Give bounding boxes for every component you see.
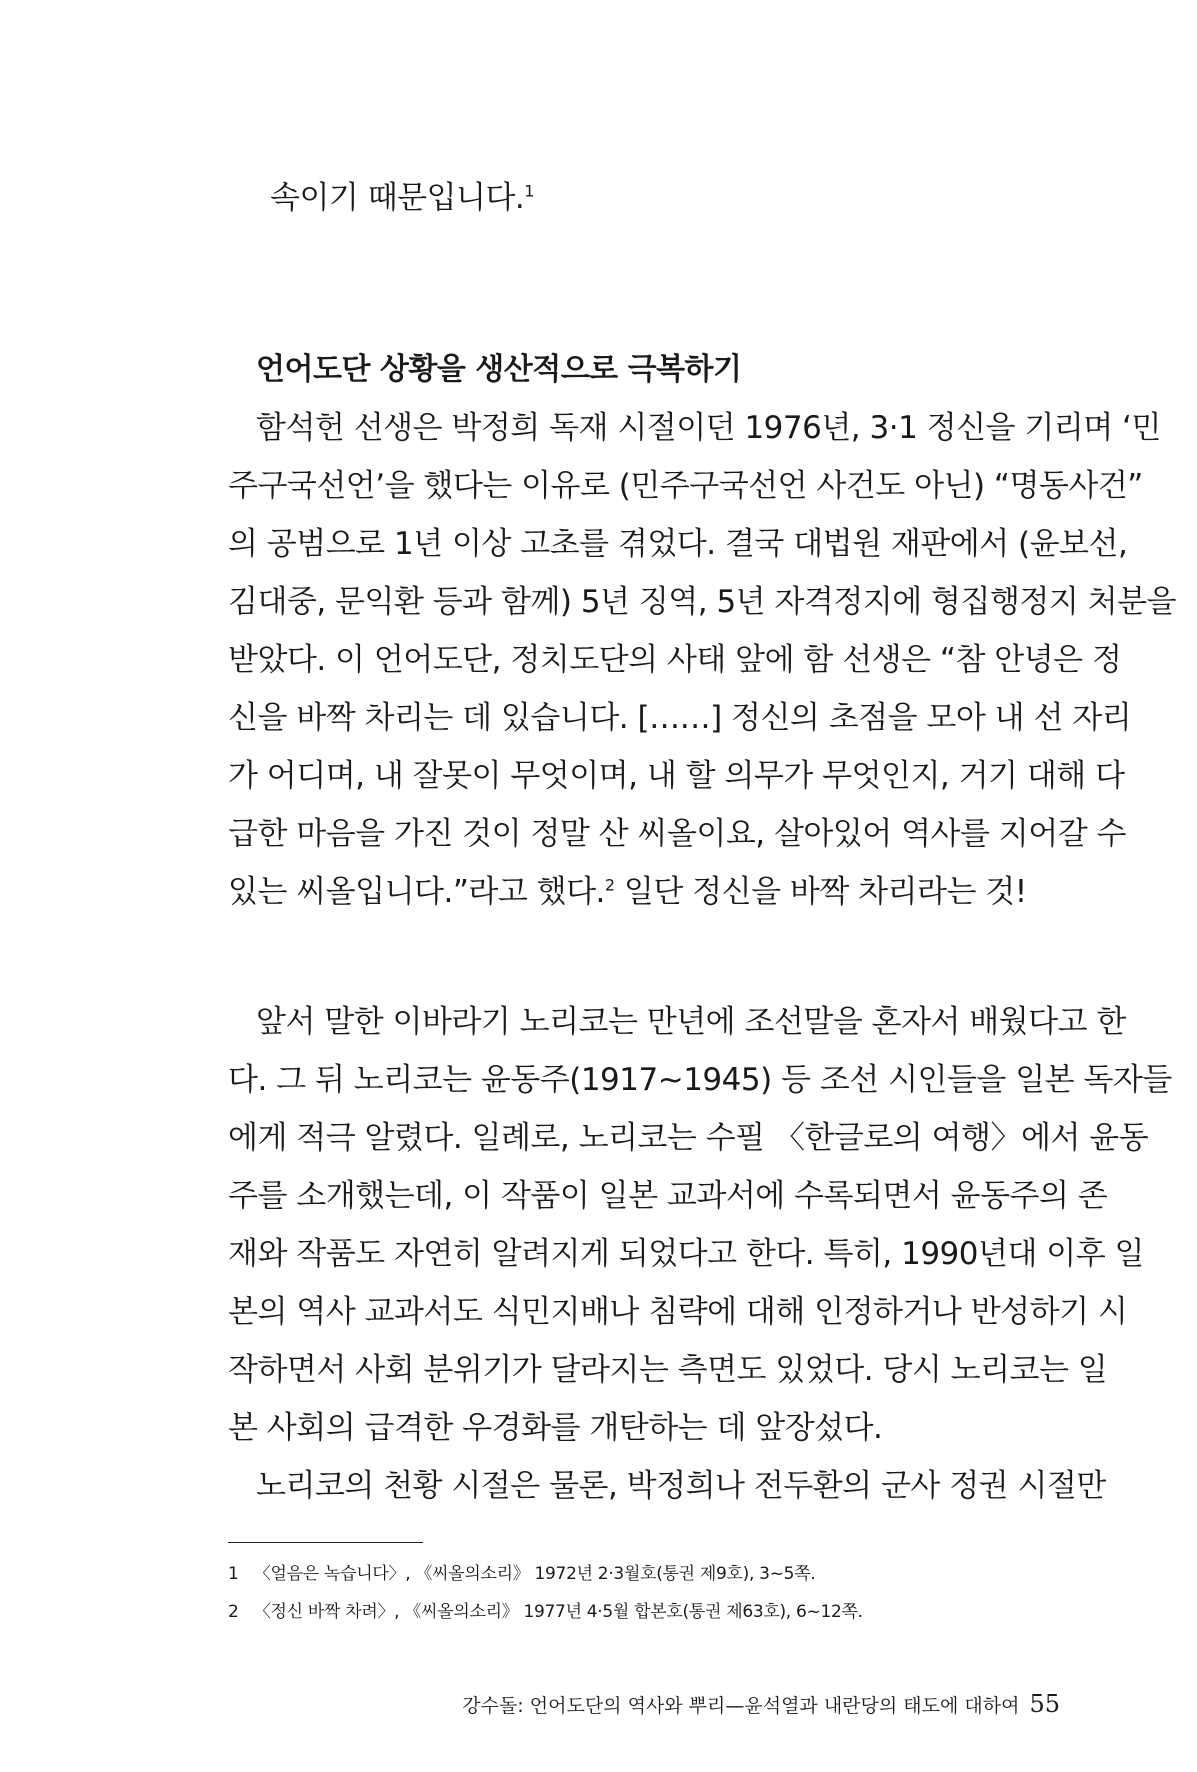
intro-text: 속이기 때문입니다. — [270, 180, 525, 216]
text-line: 의 공범으로 1년 이상 고초를 겪었다. 결국 대법원 재판에서 (윤보선, — [228, 526, 1128, 562]
footnote-ref-2: 2 — [604, 875, 615, 895]
text-line: 함석헌 선생은 박정희 독재 시절이던 1976년, 3·1 정신을 기리며 ‘민 — [256, 410, 1161, 446]
text-line — [228, 872, 1027, 912]
text-line: 재와 작품도 자연히 알려지게 되었다고 한다. 특히, 1990년대 이후 일 — [228, 1236, 1144, 1272]
intro-line — [270, 178, 534, 218]
footnote-text: 〈정신 바짝 차려〉, 《씨올의소리》 1977년 4·5월 합본호(통권 제63호), 6~12쪽. — [253, 1602, 863, 1622]
footnote-text: 〈얼음은 녹습니다〉, 《씨올의소리》 1972년 2·3월호(통권 제9호), 3~5쪽. — [253, 1564, 816, 1584]
text-line: 에게 적극 알렸다. 일례로, 노리코는 수필 〈한글로의 여행〉에서 윤동 — [228, 1120, 1149, 1156]
text-line: 본 사회의 급격한 우경화를 개탄하는 데 앞장섰다. — [228, 1410, 883, 1446]
text-line: 노리코의 천황 시절은 물론, 박정희나 전두환의 군사 정권 시절만 — [256, 1468, 1106, 1504]
text-line: 신을 바짝 차리는 데 있습니다. [……] 정신의 초점을 모아 내 선 자리 — [228, 700, 1132, 736]
text-fragment: 일단 정신을 바짝 차리라는 것! — [614, 874, 1027, 910]
footnote-ref-1: 1 — [524, 181, 534, 201]
text-line: 앞서 말한 이바라기 노리코는 만년에 조선말을 혼자서 배웠다고 한 — [256, 1004, 1126, 1040]
footnote-number: 1 — [228, 1564, 239, 1584]
running-title: 강수돌: 언어도단의 역사와 뿌리—윤석열과 내란당의 태도에 대하여 — [462, 1695, 1020, 1717]
text-line: 작하면서 사회 분위기가 달라지는 측면도 있었다. 당시 노리코는 일 — [228, 1352, 1108, 1388]
text-line: 다. 그 뒤 노리코는 윤동주(1917~1945) 등 조선 시인들을 일본 독자들 — [228, 1062, 1172, 1098]
text-line: 주구국선언’을 했다는 이유로 (민주구국선언 사건도 아닌) “명동사건” — [228, 468, 1143, 504]
footnote — [228, 1562, 815, 1586]
text-line: 가 어디며, 내 잘못이 무엇이며, 내 할 의무가 무엇인지, 거기 대해 다 — [228, 758, 1125, 794]
section-heading: 언어도단 상황을 생산적으로 극복하기 — [256, 352, 742, 387]
footnote — [228, 1600, 863, 1624]
page-number: 55 — [1029, 1690, 1060, 1718]
page-footer — [462, 1690, 1060, 1720]
footnote-divider — [228, 1542, 423, 1543]
text-line: 본의 역사 교과서도 식민지배나 침략에 대해 인정하거나 반성하기 시 — [228, 1294, 1128, 1330]
text-line: 김대중, 문익환 등과 함께) 5년 징역, 5년 자격정지에 형집행정지 처분을 — [228, 584, 1176, 620]
footnote-number: 2 — [228, 1602, 239, 1622]
text-fragment: 있는 씨올입니다.”라고 했다. — [228, 874, 605, 910]
text-line: 주를 소개했는데, 이 작품이 일본 교과서에 수록되면서 윤동주의 존 — [228, 1178, 1108, 1214]
text-line: 급한 마음을 가진 것이 정말 산 씨올이요, 살아있어 역사를 지어갈 수 — [228, 816, 1126, 852]
text-line: 받았다. 이 언어도단, 정치도단의 사태 앞에 함 선생은 “참 안녕은 정 — [228, 642, 1122, 678]
